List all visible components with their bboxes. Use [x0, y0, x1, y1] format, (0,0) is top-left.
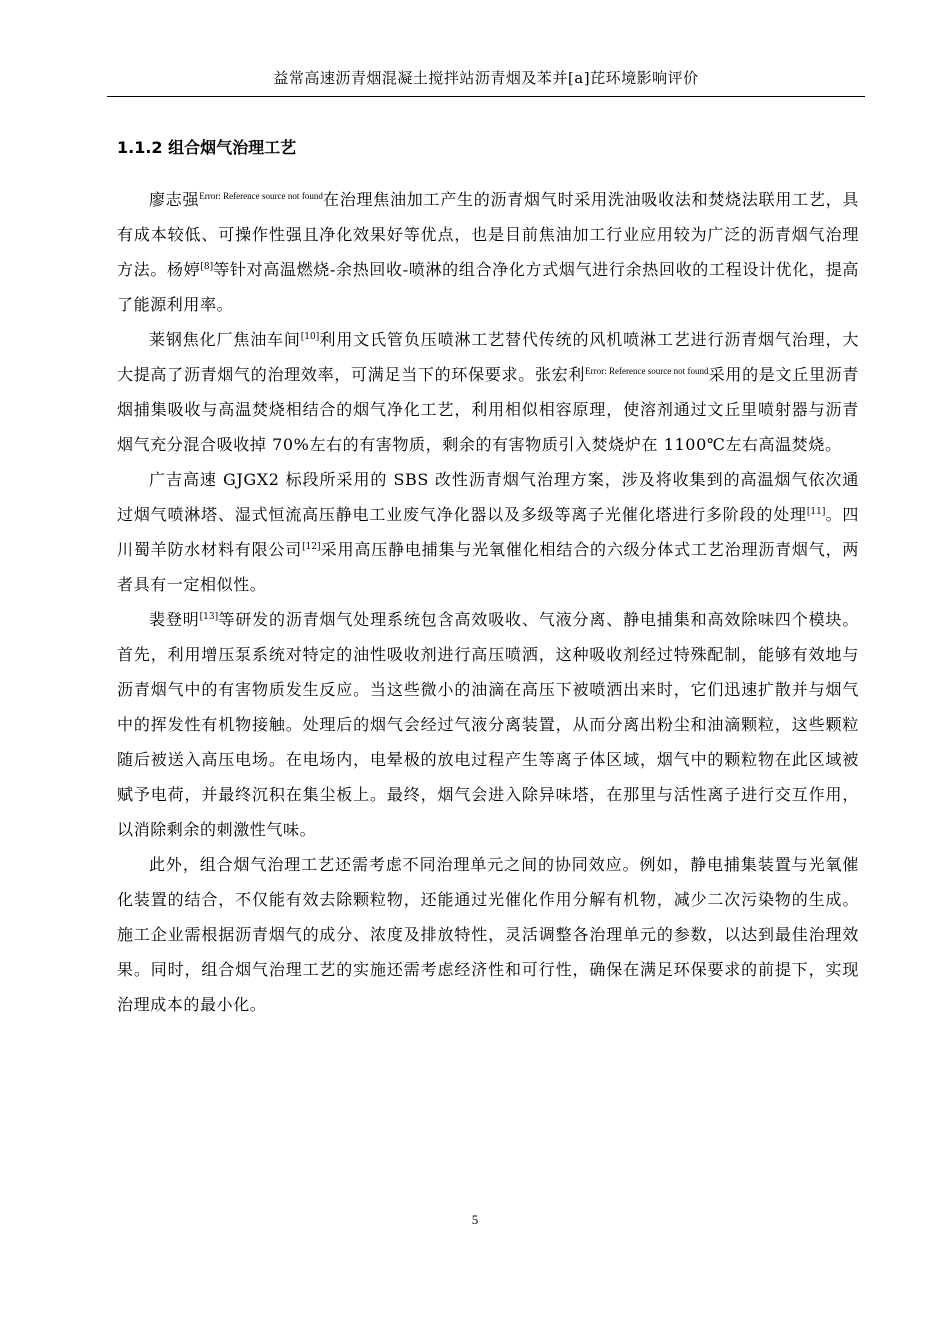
paragraph-3-text-a: 广吉高速 GJGX2 标段所采用的 SBS 改性沥青烟气治理方案，涉及将收集到的高温烟气依次通过烟气喷淋塔、湿式恒流高压静电工业废气净化器以及多级等离子光催化塔进行多阶段的处理 — [117, 470, 859, 524]
reference-error-1: Error: Reference source not found — [199, 191, 323, 201]
running-header — [107, 66, 865, 97]
paragraph-2 — [117, 322, 859, 462]
citation-12: [12] — [302, 542, 321, 552]
paragraph-3 — [117, 462, 859, 602]
document-body — [117, 182, 859, 1022]
section-heading: 1.1.2 组合烟气治理工艺 — [117, 138, 297, 157]
citation-11: [11] — [806, 507, 826, 517]
paragraph-1-text-a: 廖志强 — [149, 190, 200, 209]
citation-13: [13] — [199, 612, 219, 622]
paragraph-2-text-c: 采用的是文丘里沥青烟捕集吸收与高温焚烧相结合的烟气净化工艺，利用相似相容原理，使溶剂通过文丘里喷射器与沥青烟气充分混合吸收掉 70%左右的有害物质，剩余的有害物质引入焚烧炉在 1100℃左右高温焚烧。 — [117, 365, 859, 454]
page-number: 5 — [471, 1212, 479, 1227]
citation-10: [10] — [300, 332, 320, 342]
paragraph-1-text-c: 等针对高温燃烧-余热回收-喷淋的组合净化方式烟气进行余热回收的工程设计优化，提高了能源利用率。 — [117, 260, 859, 314]
paragraph-4 — [117, 602, 859, 847]
paragraph-3-text-c: 采用高压静电捕集与光氧催化相结合的六级分体式工艺治理沥青烟气，两者具有一定相似性。 — [117, 540, 859, 594]
paragraph-1 — [117, 182, 859, 322]
paragraph-1-text-b: 在治理焦油加工产生的沥青烟气时采用洗油吸收法和焚烧法联用工艺，具有成本较低、可操作性强且净化效果好等优点，也是目前焦油加工行业应用较为广泛的沥青烟气治理方法。杨婷 — [117, 190, 859, 279]
header-title: 益常高速沥青烟混凝土搅拌站沥青烟及苯并[a]芘环境影响评价 — [273, 69, 699, 87]
paragraph-4-text-b: 等研发的沥青烟气处理系统包含高效吸收、气液分离、静电捕集和高效除味四个模块。首先，利用增压泵系统对特定的油性吸收剂进行高压喷洒，这种吸收剂经过特殊配制，能够有效地与沥青烟气中的有害物质发生反应。当这些微小的油滴在高压下被喷洒出来时，它们迅速扩散并与烟气中的挥发性有机物接触。处理后的烟气会经过气液分离装置，从而分离出粉尘和油滴颗粒，这些颗粒随后被送入高压电场。在电场内，电晕极的放电过程产生等离子体区域，烟气中的颗粒物在此区域被赋予电荷，并最终沉积在集尘板上。最终，烟气会进入除异味塔，在那里与活性离子进行交互作用，以消除剩余的刺激性气味。 — [117, 610, 859, 839]
paragraph-2-text-b: 利用文氏管负压喷淋工艺替代传统的风机喷淋工艺进行沥青烟气治理，大大提高了沥青烟气的治理效率，可满足当下的环保要求。张宏利 — [117, 330, 859, 384]
paragraph-4-text-a: 裴登明 — [149, 610, 200, 629]
reference-error-2: Error: Reference source not found — [585, 366, 709, 376]
paragraph-3-text-b: 。四川蜀羊防水材料有限公司 — [117, 505, 859, 559]
paragraph-2-text-a: 莱钢焦化厂焦油车间 — [149, 330, 301, 349]
citation-8: [8] — [200, 262, 214, 272]
paragraph-5: 此外，组合烟气治理工艺还需考虑不同治理单元之间的协同效应。例如，静电捕集装置与光氧催化装置的结合，不仅能有效去除颗粒物，还能通过光催化作用分解有机物，减少二次污染物的生成。施工企业需根据沥青烟气的成分、浓度及排放特性，灵活调整各治理单元的参数，以达到最佳治理效果。同时，组合烟气治理工艺的实施还需考虑经济性和可行性，确保在满足环保要求的前提下，实现治理成本的最小化。 — [117, 855, 859, 1014]
